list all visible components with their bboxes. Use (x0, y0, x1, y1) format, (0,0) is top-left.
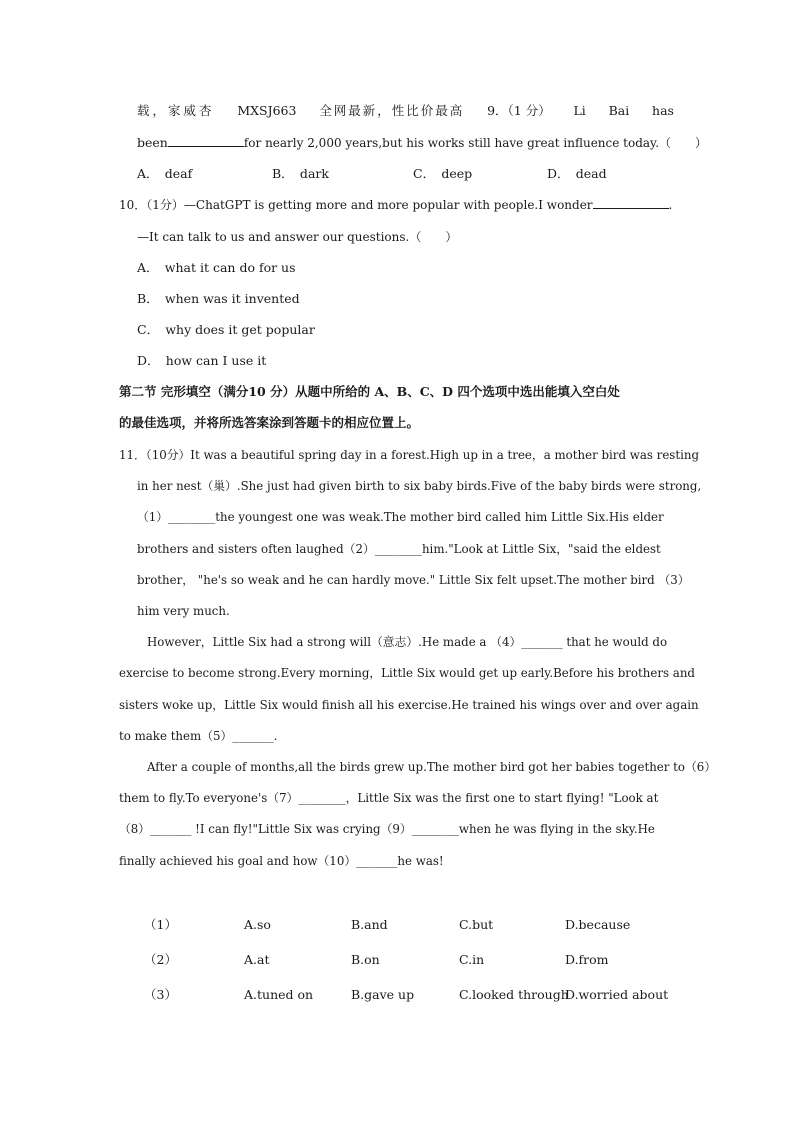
q10-option-a[interactable]: A． what it can do for us (137, 260, 296, 275)
option-d[interactable]: D.because (565, 917, 631, 932)
table-row (144, 916, 664, 934)
option-a[interactable]: A.at (244, 952, 270, 967)
q9-options (137, 165, 657, 183)
q9-option-a[interactable]: A． deaf (137, 166, 193, 181)
answer-blank (168, 134, 244, 147)
q9-line-1 (137, 102, 674, 120)
q11-passage-line: 11．（10分）It was a beautiful spring day in a forest.High up in a tree，a mother bird was resting (119, 448, 700, 462)
blank-number: （1） (144, 917, 177, 932)
option-b[interactable]: B.on (351, 952, 380, 967)
q11-passage-line: sisters woke up，Little Six would finish all his exercise.He trained his wings over and over again (119, 698, 699, 712)
q9-text: Bai (608, 103, 630, 118)
q9-option-b[interactable]: B． dark (272, 166, 329, 181)
q9-text: MXSJ663 (237, 103, 297, 118)
q10-text: —It can talk to us and answer our questions.（ ） (137, 230, 458, 244)
q9-text: has (652, 103, 674, 118)
q9-text: been (137, 135, 168, 150)
blank-number: （2） (144, 952, 177, 967)
q11-passage-line: brothers and sisters often laughed（2）________him."Look at Little Six，"said the eldest (137, 542, 661, 556)
q9-line-2 (137, 134, 707, 152)
q10-text: 10．（1分）—ChatGPT is getting more and more popular with people.I wonder (119, 198, 593, 212)
q11-passage-line: him very much. (137, 604, 230, 618)
option-d[interactable]: D.worried about (565, 987, 669, 1002)
q11-passage-line: After a couple of months,all the birds grew up.The mother bird got her babies together to（6） (147, 760, 717, 774)
q9-text: 载，家威杏 (137, 103, 215, 118)
option-c[interactable]: C.in (459, 952, 485, 967)
q11-passage-line: brother， "he's so weak and he can hardly move." Little Six felt upset.The mother bird （3） (137, 573, 690, 587)
section-heading-line-1: 第二节 完形填空（满分10 分）从题中所给的 A、B、C、D 四个选项中选出能填入空白处 (119, 384, 620, 399)
table-row (144, 986, 669, 1004)
q9-text: 全网最新，性比价最高 (319, 103, 465, 118)
q10-option-c[interactable]: C． why does it get popular (137, 322, 315, 337)
q9-option-d[interactable]: D． dead (547, 166, 607, 181)
option-b[interactable]: B.and (351, 917, 388, 932)
q11-passage-line: to make them（5）_______. (119, 729, 278, 743)
q9-text: 9．（1 分） (487, 103, 551, 118)
q11-passage-line: （8）_______ !I can fly!"Little Six was crying（9）________when he was flying in the sky.He (119, 822, 655, 836)
option-b[interactable]: B.gave up (351, 987, 415, 1002)
q10-option-b[interactable]: B． when was it invented (137, 291, 300, 306)
q10-text: . (668, 198, 673, 212)
q9-text: for nearly 2,000 years,but his works still have great influence today.（ ） (243, 136, 708, 150)
q11-passage-line: However，Little Six had a strong will（意志）.He made a （4）_______ that he would do (147, 635, 668, 649)
q9-option-c[interactable]: C． deep (413, 166, 473, 181)
section-heading-line-2: 的最佳选项，并将所选答案涂到答题卡的相应位置上。 (119, 415, 420, 430)
answer-blank (593, 196, 669, 209)
q11-passage-line: finally achieved his goal and how（10）_______he was! (119, 854, 444, 868)
q9-text: Li (573, 103, 586, 118)
q10-line-2 (137, 228, 457, 246)
blank-number: （3） (144, 987, 177, 1002)
q11-passage-line: （1）________the youngest one was weak.The mother bird called him Little Six.His elder (137, 510, 664, 524)
option-c[interactable]: C.looked through (459, 987, 569, 1002)
option-d[interactable]: D.from (565, 952, 609, 967)
option-a[interactable]: A.so (244, 917, 271, 932)
q10-option-d[interactable]: D． how can I use it (137, 353, 267, 368)
q11-passage-line: them to fly.To everyone's（7）________，Little Six was the first one to start flying! "Look at (119, 791, 659, 805)
option-c[interactable]: C.but (459, 917, 494, 932)
table-row (144, 951, 664, 969)
q11-passage-line: in her nest（巢）.She just had given birth to six baby birds.Five of the baby birds were strong, (137, 479, 702, 493)
option-a[interactable]: A.tuned on (244, 987, 314, 1002)
q10-line-1 (119, 196, 672, 214)
q11-passage-line: exercise to become strong.Every morning，Little Six would get up early.Before his brothers and (119, 666, 695, 680)
